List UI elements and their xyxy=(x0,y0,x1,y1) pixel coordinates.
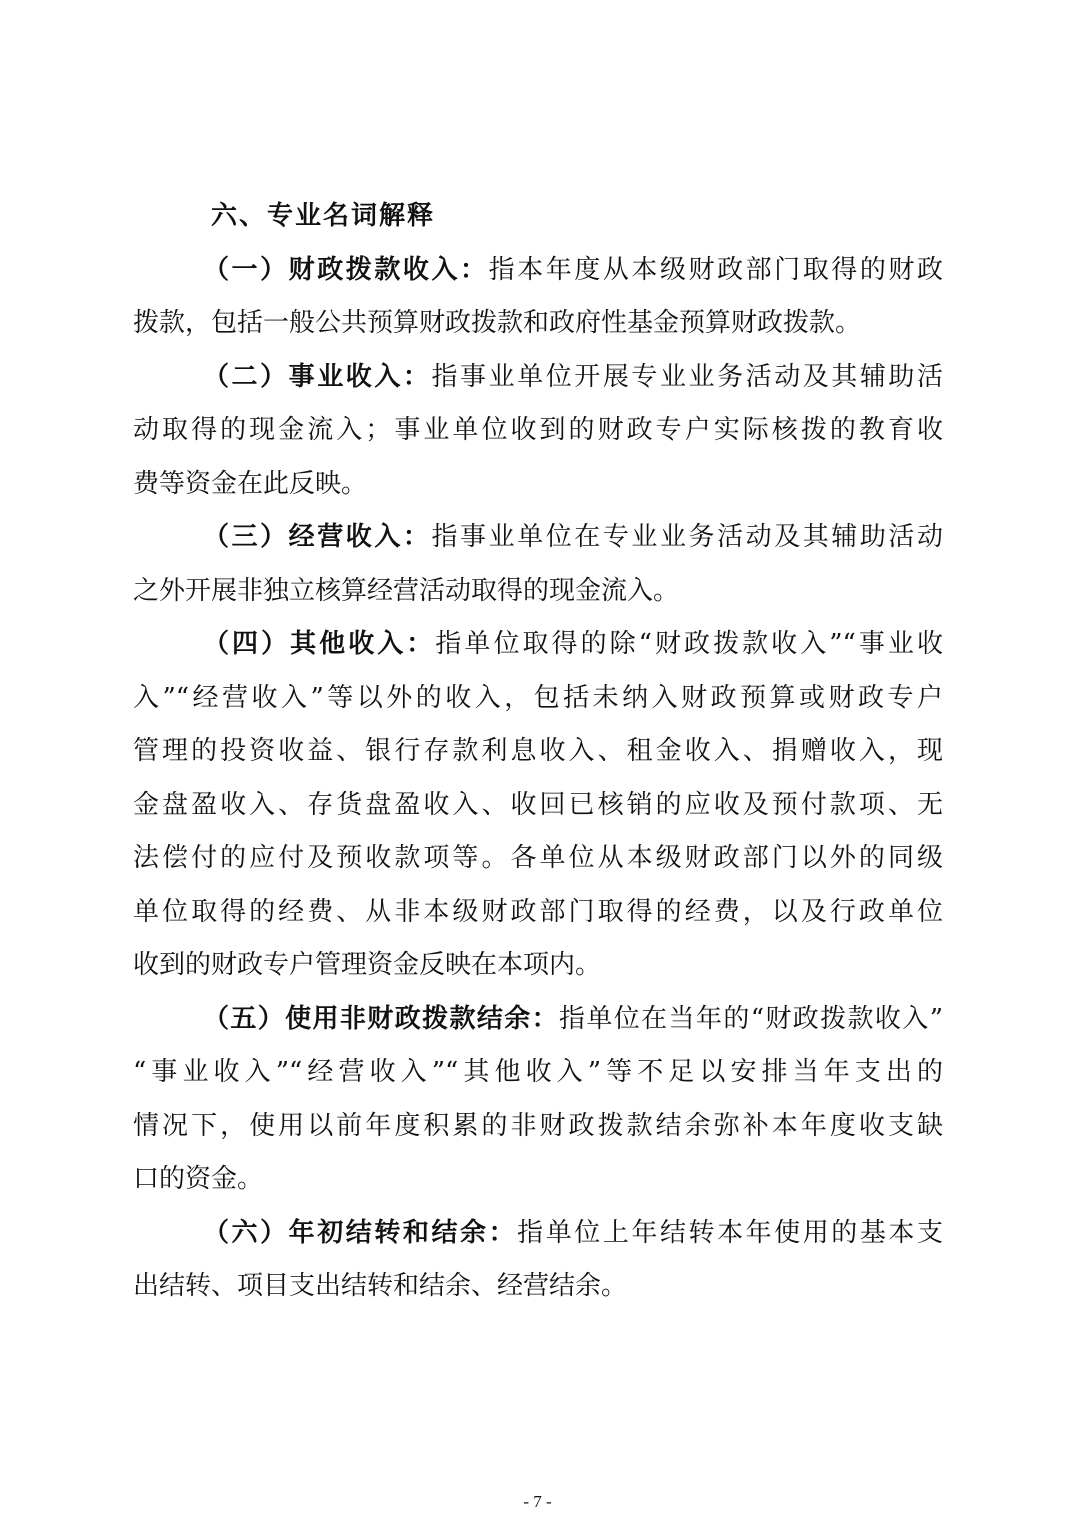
paragraph-line: 法偿付的应付及预收款项等。各单位从本级财政部门以外的同级 xyxy=(133,843,943,873)
term-label: （二）事业收入： xyxy=(203,361,432,392)
paragraph-line xyxy=(133,618,943,672)
definition-paragraph xyxy=(133,1207,943,1314)
definition-paragraph xyxy=(133,618,943,993)
definition-paragraph xyxy=(133,351,943,512)
term-definition: 指事业单位开展专业业务活动及其辅助活 xyxy=(431,361,943,392)
term-label: （六）年初结转和结余： xyxy=(203,1217,518,1248)
definition-paragraph xyxy=(133,511,943,618)
definition-paragraph xyxy=(133,244,943,351)
paragraph-line xyxy=(133,351,943,405)
paragraph-line: 动取得的现金流入；事业单位收到的财政专户实际核拨的教育收 xyxy=(133,415,943,445)
term-label: （一）财政拨款收入： xyxy=(203,254,489,285)
paragraph-line xyxy=(133,244,943,298)
paragraph-line: 口的资金。 xyxy=(133,1164,264,1194)
paragraph-line: “事业收入”“经营收入”“其他收入”等不足以安排当年支出的 xyxy=(133,1057,943,1087)
term-label: （五）使用非财政拨款结余： xyxy=(203,1003,560,1034)
paragraph-line: 之外开展非独立核算经营活动取得的现金流入。 xyxy=(133,575,680,606)
page-number: - 7 - xyxy=(523,1492,552,1511)
term-label: （四）其他收入： xyxy=(203,629,436,659)
paragraph-line: 拨款，包括一般公共预算财政拨款和政府性基金预算财政拨款。 xyxy=(133,308,862,338)
section-heading: 六、专业名词解释 xyxy=(211,201,436,231)
definition-paragraph xyxy=(133,993,943,1207)
paragraph-line xyxy=(133,1207,943,1261)
paragraph-line: 金盘盈收入、存货盘盈收入、收回已核销的应收及预付款项、无 xyxy=(133,789,943,820)
paragraph-line xyxy=(133,511,943,565)
term-definition: 指单位在当年的“财政拨款收入” xyxy=(559,1003,943,1034)
term-definition: 指单位上年结转本年使用的基本支 xyxy=(517,1217,943,1248)
document-body xyxy=(133,190,943,1314)
paragraph-line: 情况下，使用以前年度积累的非财政拨款结余弥补本年度收支缺 xyxy=(133,1110,943,1141)
paragraph-line: 费等资金在此反映。 xyxy=(133,468,368,499)
paragraph-line: 单位取得的经费、从非本级财政部门取得的经费，以及行政单位 xyxy=(133,896,943,927)
term-definition: 指本年度从本级财政部门取得的财政 xyxy=(488,254,943,285)
term-definition: 指单位取得的除“财政拨款收入”“事业收 xyxy=(435,629,943,659)
paragraph-line: 管理的投资收益、银行存款利息收入、租金收入、捐赠收入，现 xyxy=(133,736,943,766)
term-definition: 指事业单位在专业业务活动及其辅助活动 xyxy=(431,522,943,552)
term-label: （三）经营收入： xyxy=(203,522,432,552)
paragraph-line xyxy=(133,993,943,1047)
paragraph-line: 收到的财政专户管理资金反映在本项内。 xyxy=(133,950,602,980)
paragraph-line: 出结转、项目支出结转和结余、经营结余。 xyxy=(133,1271,628,1301)
paragraph-line: 入”“经营收入”等以外的收入，包括未纳入财政预算或财政专户 xyxy=(133,682,943,713)
